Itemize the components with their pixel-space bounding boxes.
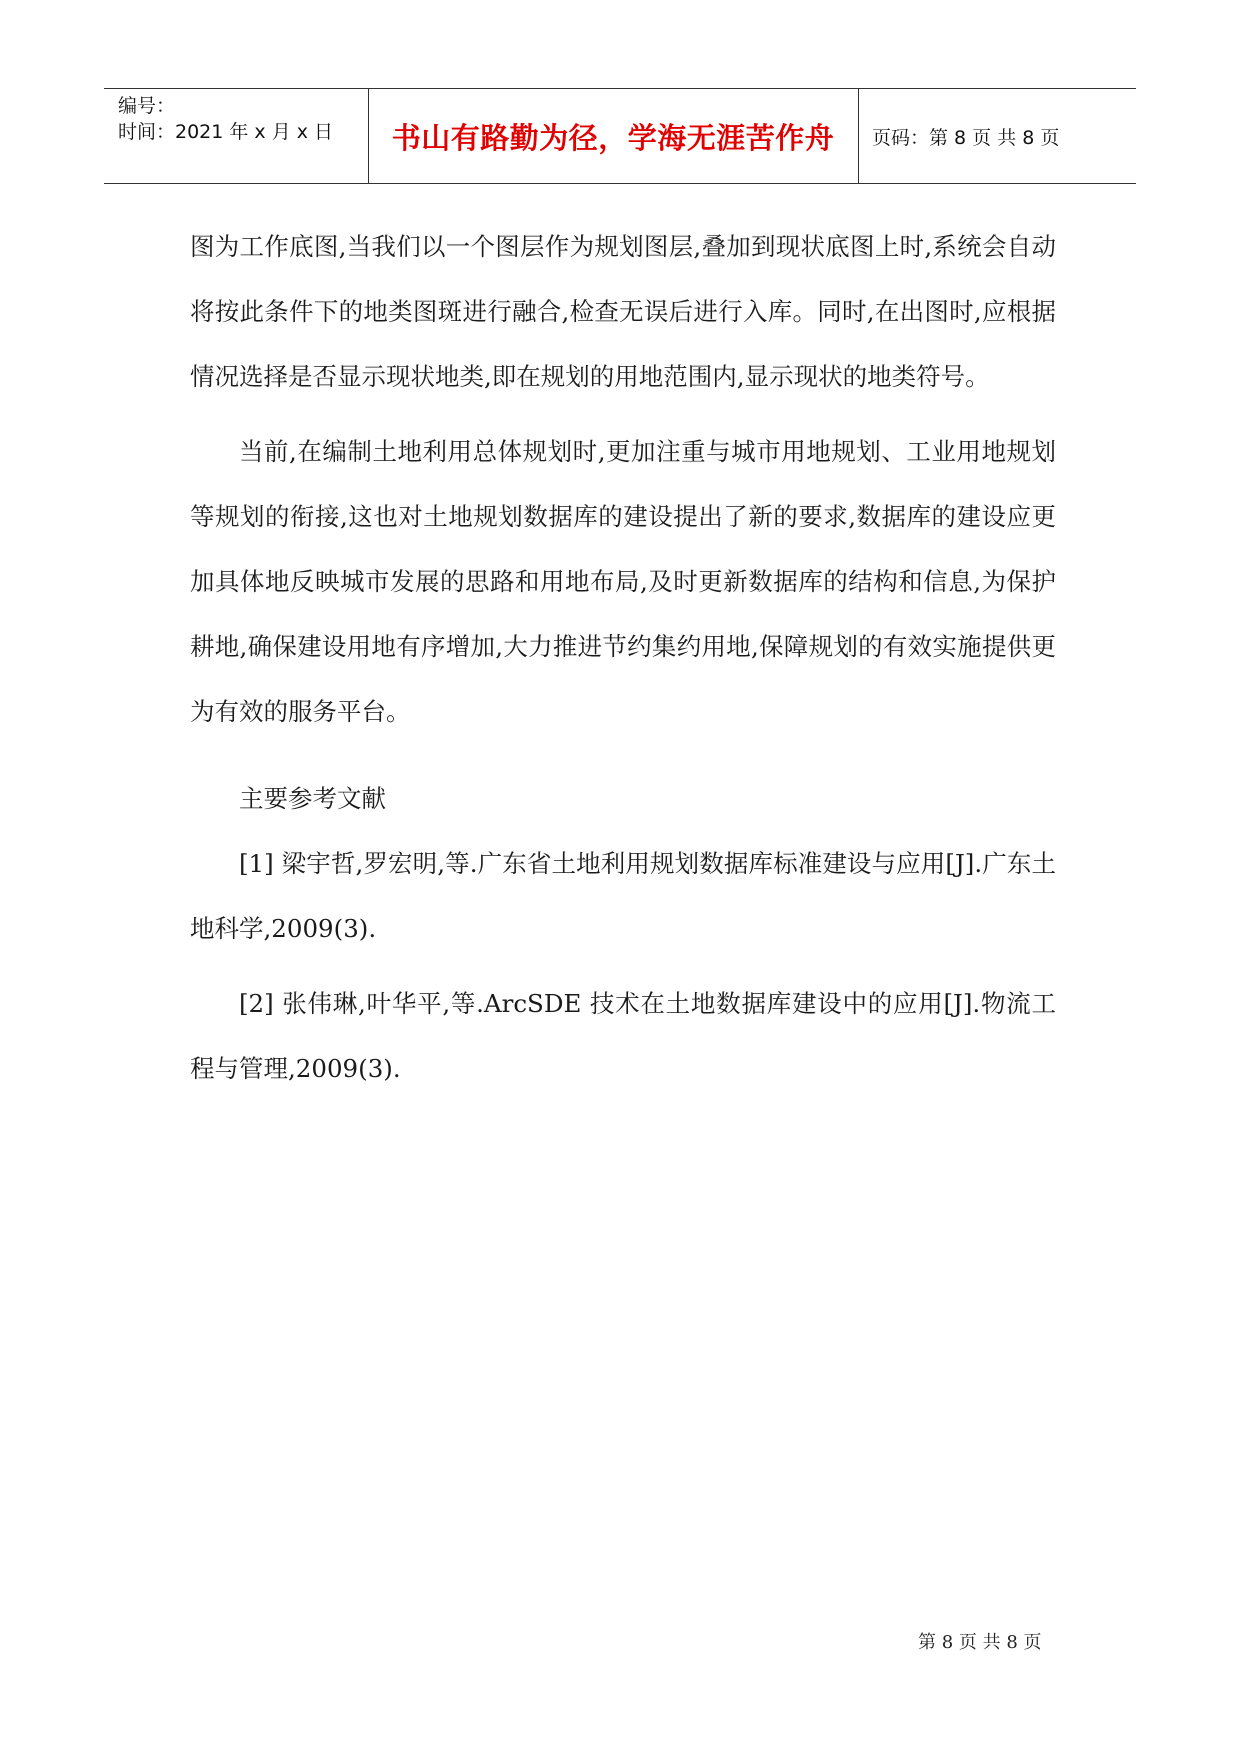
page-footer: 第 8 页 共 8 页 xyxy=(918,1632,1042,1653)
header-page-number: 页码：第 8 页 共 8 页 xyxy=(872,126,1060,149)
header-motto: 书山有路勤为径，学海无涯苦作舟 xyxy=(391,120,835,155)
document-header xyxy=(104,88,1136,184)
body-paragraph: 当前,在编制土地利用总体规划时,更加注重与城市用地规划、工业用地规划等规划的衔接,这也对土地规划数据库的建设提出了新的要求,数据库的建设应更加具体地反映城市发展的思路和用地布局,及时更新数据库的结构和信息,为保护耕地,确保建设用地有序增加,大力推进节约集约用地,保障规划的有效实施提供更为有效的服务平台。 xyxy=(190,437,1056,726)
reference-item: [2] 张伟琳,叶华平,等.ArcSDE 技术在土地数据库建设中的应用[J].物流工程与管理,2009(3). xyxy=(190,989,1056,1083)
document-body xyxy=(190,214,1056,1101)
references-title: 主要参考文献 xyxy=(239,784,386,813)
document-number-label: 编号： xyxy=(118,95,176,117)
header-info-cell xyxy=(104,89,369,183)
reference-item: [1] 梁宇哲,罗宏明,等.广东省土地利用规划数据库标准建设与应用[J].广东土地科学,2009(3). xyxy=(190,849,1056,943)
body-paragraph: 图为工作底图,当我们以一个图层作为规划图层,叠加到现状底图上时,系统会自动将按此条件下的地类图斑进行融合,检查无误后进行入库。同时,在出图时,应根据情况选择是否显示现状地类,即在规划的用地范围内,显示现状的地类符号。 xyxy=(190,232,1056,391)
document-time-label: 时间：2021 年 x 月 x 日 xyxy=(118,121,334,143)
header-motto-cell xyxy=(368,89,859,183)
header-page-cell xyxy=(858,89,1136,183)
